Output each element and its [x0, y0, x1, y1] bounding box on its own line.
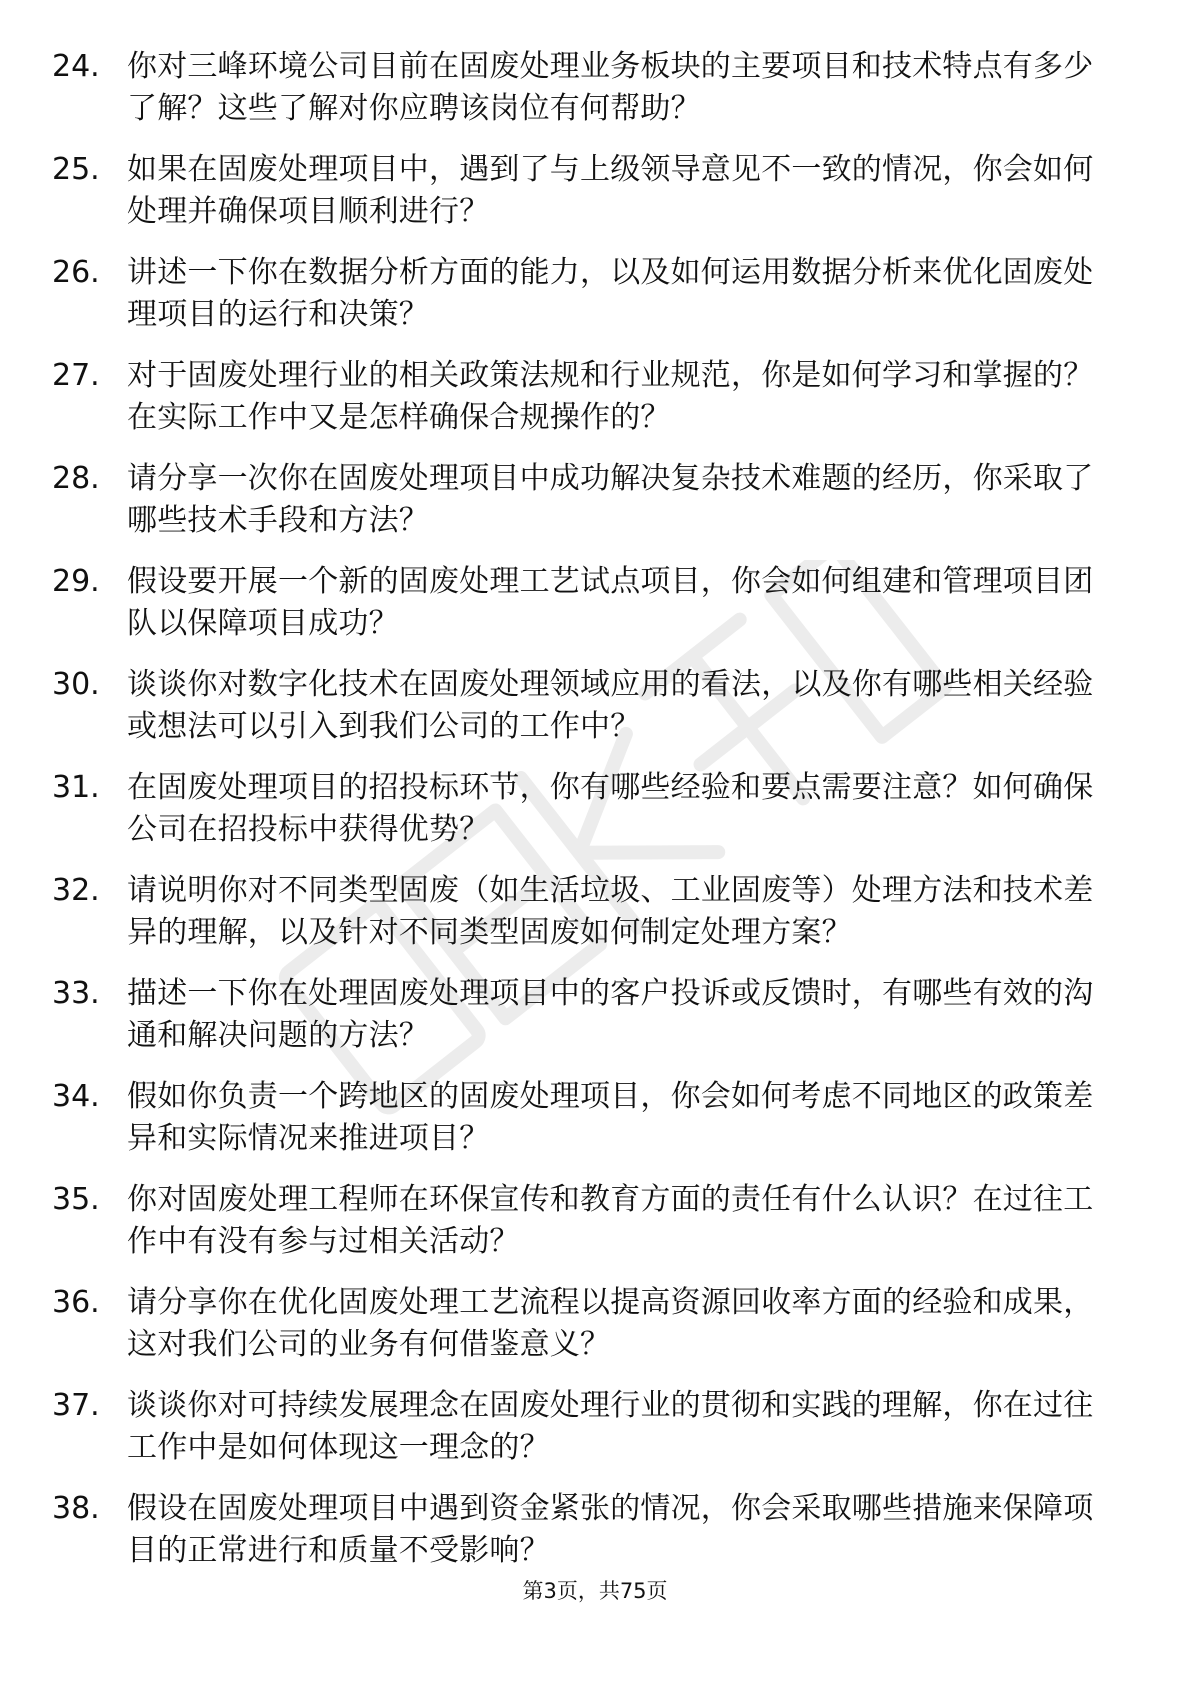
question-text: 请说明你对不同类型固废（如生活垃圾、工业固废等）处理方法和技术差异的理解，以及针对不同类型固废如何制定处理方案？ [127, 873, 1094, 950]
question-item [52, 458, 1112, 561]
question-item [52, 1076, 1112, 1179]
question-number: 37. [52, 1388, 100, 1423]
question-item [52, 149, 1112, 252]
question-list [52, 46, 1112, 1591]
question-text: 假如你负责一个跨地区的固废处理项目，你会如何考虑不同地区的政策差异和实际情况来推进项目？ [127, 1079, 1094, 1156]
question-item [52, 870, 1112, 973]
question-text: 假设在固废处理项目中遇到资金紧张的情况，你会采取哪些措施来保障项目的正常进行和质量不受影响？ [127, 1491, 1094, 1568]
question-text: 谈谈你对可持续发展理念在固废处理行业的贯彻和实践的理解，你在过往工作中是如何体现这一理念的？ [127, 1388, 1094, 1465]
question-item [52, 664, 1112, 767]
question-text: 你对固废处理工程师在环保宣传和教育方面的责任有什么认识？在过往工作中有没有参与过相关活动？ [127, 1182, 1094, 1259]
question-item [52, 1385, 1112, 1488]
question-text: 在固废处理项目的招投标环节，你有哪些经验和要点需要注意？如何确保公司在招投标中获得优势？ [127, 770, 1094, 847]
question-number: 34. [52, 1079, 100, 1114]
question-text: 对于固废处理行业的相关政策法规和行业规范，你是如何学习和掌握的？在实际工作中又是怎样确保合规操作的？ [127, 358, 1094, 435]
question-number: 33. [52, 976, 100, 1011]
question-item [52, 1282, 1112, 1385]
question-number: 26. [52, 255, 100, 290]
question-number: 36. [52, 1285, 100, 1320]
question-text: 假设要开展一个新的固废处理工艺试点项目，你会如何组建和管理项目团队以保障项目成功？ [127, 564, 1094, 641]
question-text: 你对三峰环境公司目前在固废处理业务板块的主要项目和技术特点有多少了解？这些了解对你应聘该岗位有何帮助？ [127, 49, 1094, 126]
question-item [52, 767, 1112, 870]
question-text: 讲述一下你在数据分析方面的能力，以及如何运用数据分析来优化固废处理项目的运行和决策？ [127, 255, 1094, 332]
question-number: 31. [52, 770, 100, 805]
question-text: 请分享你在优化固废处理工艺流程以提高资源回收率方面的经验和成果，这对我们公司的业务有何借鉴意义？ [127, 1285, 1094, 1362]
question-text: 谈谈你对数字化技术在固废处理领域应用的看法，以及你有哪些相关经验或想法可以引入到我们公司的工作中？ [127, 667, 1094, 744]
question-number: 32. [52, 873, 100, 908]
page-number-footer: 第3页，共75页 [522, 1579, 668, 1603]
question-number: 24. [52, 49, 100, 84]
question-item [52, 355, 1112, 458]
question-number: 29. [52, 564, 100, 599]
question-text: 请分享一次你在固废处理项目中成功解决复杂技术难题的经历，你采取了哪些技术手段和方法？ [127, 461, 1094, 538]
question-item [52, 1488, 1112, 1591]
question-number: 30. [52, 667, 100, 702]
question-text: 如果在固废处理项目中，遇到了与上级领导意见不一致的情况，你会如何处理并确保项目顺利进行？ [127, 152, 1094, 229]
question-number: 35. [52, 1182, 100, 1217]
question-item [52, 561, 1112, 664]
question-item [52, 252, 1112, 355]
question-item [52, 46, 1112, 149]
question-item [52, 1179, 1112, 1282]
question-number: 38. [52, 1491, 100, 1526]
question-number: 27. [52, 358, 100, 393]
question-number: 25. [52, 152, 100, 187]
question-number: 28. [52, 461, 100, 496]
question-item [52, 973, 1112, 1076]
question-text: 描述一下你在处理固废处理项目中的客户投诉或反馈时，有哪些有效的沟通和解决问题的方法？ [127, 976, 1094, 1053]
